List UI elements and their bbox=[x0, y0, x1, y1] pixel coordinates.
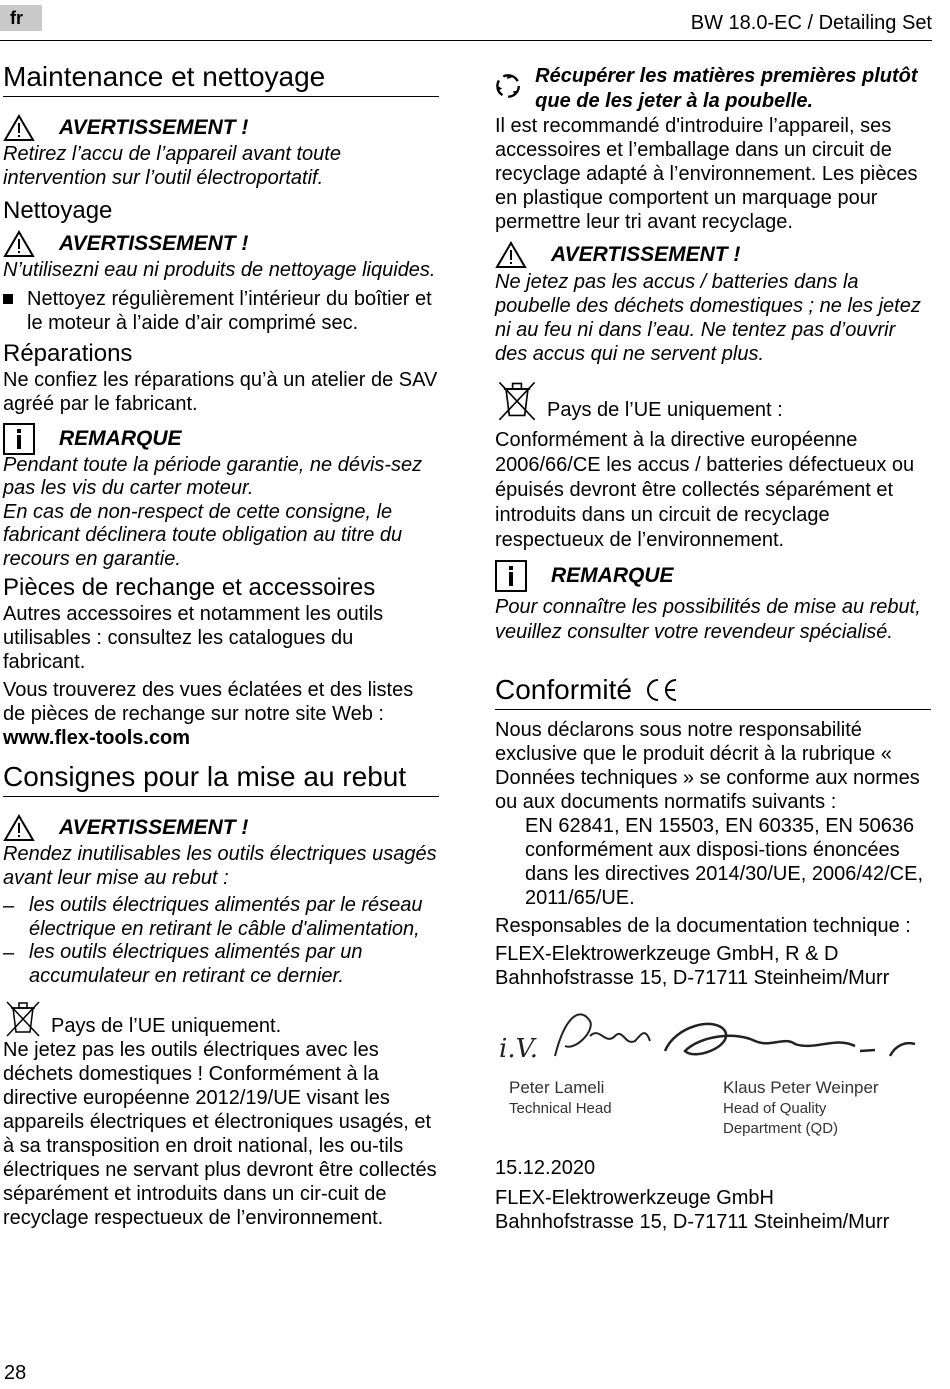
signature-prefix: i.V. bbox=[499, 1034, 539, 1064]
language-label: fr bbox=[10, 8, 23, 28]
conformity-text: Nous déclarons sous notre responsabilité exclusive que le produit décrit à la rubrique « Données techniques » se conforme aux normes ou aux documents normatifs suivants : bbox=[495, 719, 920, 813]
warning-triangle-icon bbox=[3, 814, 35, 842]
note-text: Pendant toute la période garantie, ne dévis-sez pas les vis du carter moteur. bbox=[3, 453, 423, 499]
list-item-text: les outils électriques alimentés par un accumulateur en retirant ce dernier. bbox=[29, 941, 363, 987]
left-column bbox=[3, 60, 439, 1230]
company-line: FLEX-Elektrowerkzeuge GmbH, R & D bbox=[495, 943, 839, 965]
standards-text: EN 62841, EN 15503, EN 60335, EN 50636 conformément aux disposi-tions énoncées dans les directives 2014/30/UE, 2006/42/CE, 2011/65/UE. bbox=[525, 815, 924, 909]
cleaning-heading: Nettoyage bbox=[3, 197, 113, 224]
list-item bbox=[3, 287, 439, 335]
note-text: En cas de non-respect de cette consigne, le fabricant déclinera toute obligation au titre du recours en garantie. bbox=[3, 500, 403, 570]
responsible-label: Responsables de la documentation technique : bbox=[495, 915, 911, 937]
warning-callout bbox=[3, 813, 439, 843]
parts-text: Autres accessoires et notamment les outils utilisables : consultez les catalogues du fabricant. bbox=[3, 603, 384, 673]
recycle-text: Il est recommandé d'introduire l’appareil, ses accessoires et l’emballage dans un circuit de recyclage adapté à l’environnement. Les pièces en plastique comportent un marquage pour permettre leur tri avant recyclage. bbox=[495, 115, 918, 233]
warning-triangle-icon bbox=[495, 241, 527, 269]
list-item-text: Nettoyez régulièrement l’intérieur du boîtier et le moteur à l’aide d’air comprimé sec. bbox=[27, 287, 432, 334]
crossed-bin-icon bbox=[3, 998, 43, 1038]
signatory-name: Klaus Peter Weinper bbox=[723, 1078, 879, 1097]
signatory-name: Peter Lameli bbox=[509, 1078, 605, 1097]
eu-notice bbox=[495, 378, 931, 422]
signature-image bbox=[495, 1006, 925, 1086]
warning-label: AVERTISSEMENT ! bbox=[59, 232, 249, 255]
footer-address: Bahnhofstrasse 15, D-71711 Steinheim/Murr bbox=[495, 1211, 890, 1233]
bullet-square-icon bbox=[3, 294, 13, 304]
warning-text: Rendez inutilisables les outils électriques usagés avant leur mise au rebut : bbox=[3, 843, 437, 889]
signature-date: 15.12.2020 bbox=[495, 1157, 596, 1179]
repairs-heading: Réparations bbox=[3, 339, 133, 367]
warning-text: Ne jetez pas les accus / batteries dans la poubelle des déchets domestiques ; ne les jetez ni au feu ni dans l’eau. Ne tentez pas d’ouvrir des accus qui ne servent plus. bbox=[495, 271, 921, 365]
warning-label: AVERTISSEMENT ! bbox=[551, 243, 741, 266]
language-tab bbox=[0, 5, 42, 31]
crossed-bin-icon bbox=[495, 378, 539, 422]
note-callout bbox=[495, 561, 931, 591]
disposal-heading: Consignes pour la mise au rebut bbox=[3, 760, 439, 797]
header-rule bbox=[0, 40, 932, 41]
company-address: Bahnhofstrasse 15, D-71711 Steinheim/Murr bbox=[495, 967, 890, 989]
eu-only-label: Pays de l’UE uniquement : bbox=[547, 399, 783, 421]
footer-company: FLEX-Elektrowerkzeuge GmbH bbox=[495, 1187, 774, 1209]
parts-heading: Pièces de rechange et accessoires bbox=[3, 574, 376, 601]
recycle-callout bbox=[495, 64, 931, 114]
signature-block bbox=[495, 1006, 931, 1156]
conformity-heading: Conformité bbox=[495, 673, 931, 710]
warning-triangle-icon bbox=[3, 114, 35, 142]
document-title: BW 18.0-EC / Detailing Set bbox=[690, 12, 932, 34]
recycle-icon bbox=[495, 64, 521, 108]
signatory-role: Technical Head bbox=[509, 1100, 612, 1117]
parts-text: Vous trouverez des vues éclatées et des listes de pièces de rechange sur notre site Web : www.flex-tools.com bbox=[3, 679, 414, 749]
note-label: REMARQUE bbox=[551, 564, 674, 587]
list-item bbox=[3, 941, 439, 988]
info-icon bbox=[3, 423, 35, 455]
note-callout bbox=[3, 424, 439, 454]
repairs-text: Ne confiez les réparations qu’à un atelier de SAV agréé par le fabricant. bbox=[3, 368, 438, 415]
right-column bbox=[495, 64, 931, 1234]
warning-callout bbox=[495, 240, 931, 270]
info-icon bbox=[495, 560, 527, 592]
maintenance-heading: Maintenance et nettoyage bbox=[3, 60, 439, 97]
note-text: Pour connaître les possibilités de mise au rebut, veuillez consulter votre revendeur spécialisé. bbox=[495, 596, 921, 643]
warning-callout bbox=[3, 113, 439, 143]
list-item-text: les outils électriques alimentés par le réseau électrique en retirant le câble d'alimentation, bbox=[29, 894, 423, 940]
note-label: REMARQUE bbox=[59, 426, 182, 450]
ce-mark-icon bbox=[642, 677, 680, 703]
eu-notice bbox=[3, 998, 439, 1038]
website-link[interactable]: www.flex-tools.com bbox=[3, 727, 191, 749]
dash-bullet: – bbox=[3, 895, 15, 917]
warning-triangle-icon bbox=[3, 230, 35, 258]
battery-text: Conformément à la directive européenne 2006/66/CE les accus / batteries défectueux ou épuisés devront être collectés séparément et introduits dans un circuit de recyclage respectueux de l’environnement. bbox=[495, 429, 915, 551]
dash-bullet: – bbox=[3, 942, 15, 964]
signatory-role: Head of Quality Department (QD) bbox=[723, 1100, 839, 1137]
warning-text: N’utilisezni eau ni produits de nettoyage liquides. bbox=[3, 259, 436, 281]
warning-label: AVERTISSEMENT ! bbox=[59, 116, 249, 139]
warning-text: Retirez l’accu de l’appareil avant toute intervention sur l’outil électroportatif. bbox=[3, 143, 341, 189]
page-number: 28 bbox=[4, 1362, 27, 1384]
warning-callout bbox=[3, 229, 439, 259]
recycle-heading: Récupérer les matières premières plutôt que de les jeter à la poubelle. bbox=[535, 65, 918, 112]
eu-only-label: Pays de l’UE uniquement. bbox=[51, 1015, 282, 1037]
warning-label: AVERTISSEMENT ! bbox=[59, 816, 249, 839]
eu-text: Ne jetez pas les outils électriques avec les déchets domestiques ! Conformément à la directive européenne 2012/19/UE visant les appareils électriques et électroniques usagés, et à sa transposition en droit national, les ou-tils électriques ne servant plus devront être collectés séparément et introduits dans un cir-cuit de recyclage respectueux de l’environnement. bbox=[3, 1039, 437, 1229]
list-item bbox=[3, 894, 439, 941]
